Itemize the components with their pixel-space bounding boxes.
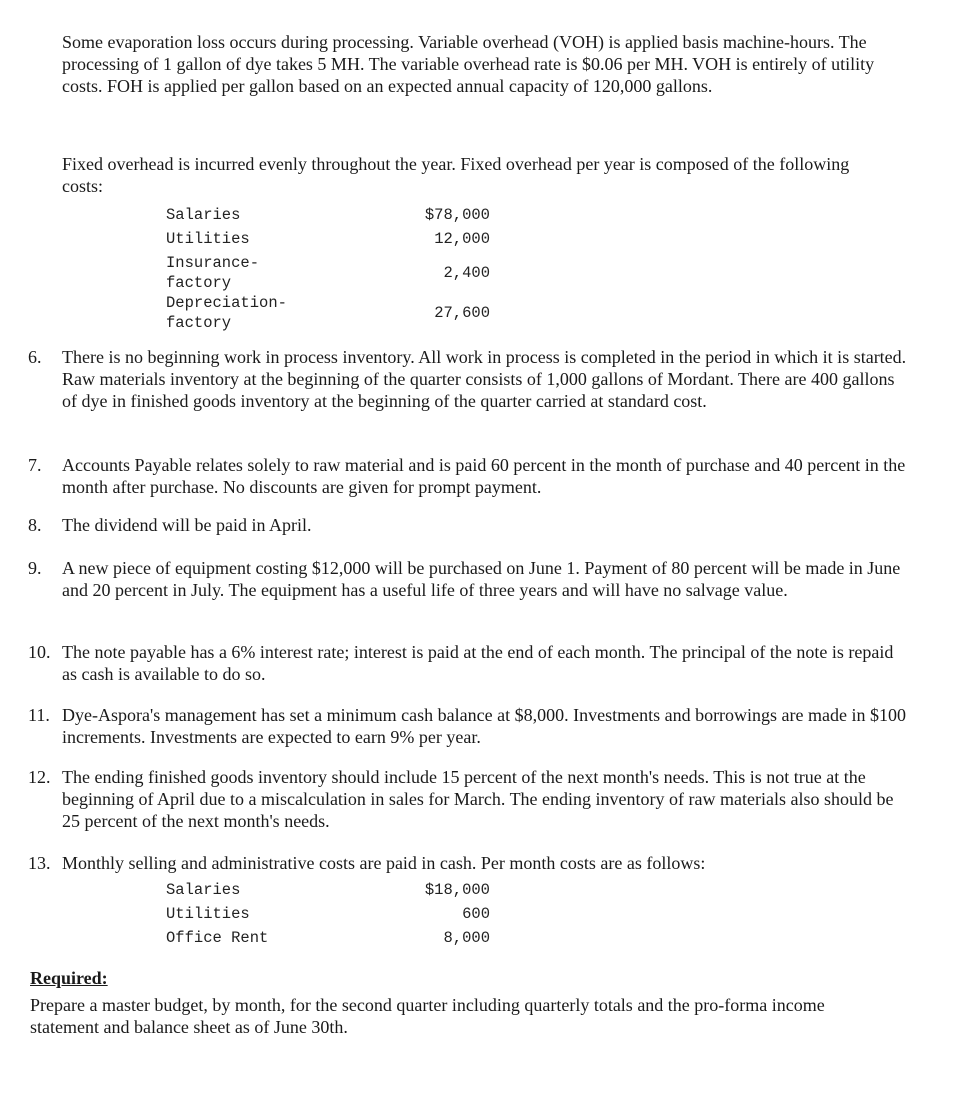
cost-label: Depreciation-factory [166, 294, 287, 332]
item-text: There is no beginning work in process inventory. All work in process is completed in the period in which it is started. Raw materials inventory at the beginning of the quarter consists of 1,000 gallons of Mordant. There are 400 gallons of dye in finished goods inventory at the beginning of the quarter carried at standard cost. [62, 347, 907, 411]
item-number: 12. [28, 767, 51, 787]
item-text: The note payable has a 6% interest rate; interest is paid at the end of each month. The principal of the note is repaid as cash is available to do so. [62, 642, 894, 684]
item-number: 13. [28, 853, 51, 873]
cost-label: Salaries [166, 881, 241, 899]
table-row [166, 904, 496, 928]
table-row [166, 928, 496, 952]
cost-label: Utilities [166, 230, 250, 248]
cost-amount: 27,600 [434, 304, 490, 322]
cost-amount: 2,400 [443, 264, 490, 282]
item-text: A new piece of equipment costing $12,000 will be purchased on June 1. Payment of 80 percent will be made in June and 20 percent in July. The equipment has a useful life of three years and will have no salvage value. [62, 558, 901, 600]
table-row [166, 229, 496, 253]
table-row [166, 205, 496, 229]
item-number: 6. [28, 347, 42, 367]
table-row [166, 293, 496, 333]
list-item [28, 454, 908, 498]
intro-paragraph: Some evaporation loss occurs during processing. Variable overhead (VOH) is applied basis machine-hours. The processing of 1 gallon of dye takes 5 MH. The variable overhead rate is $0.06 per MH. VOH is entirely of utility costs. FOH is applied per gallon based on an expected annual capacity of 120,000 gallons. [62, 32, 875, 96]
cost-label: Office Rent [166, 929, 269, 947]
required-heading: Required: [30, 968, 108, 988]
sa-costs-table [166, 880, 496, 952]
list-item [28, 641, 908, 685]
table-row [166, 880, 496, 904]
item-text: Accounts Payable relates solely to raw material and is paid 60 percent in the month of purchase and 40 percent in the month after purchase. No discounts are given for prompt payment. [62, 455, 906, 497]
item-number: 11. [28, 705, 50, 725]
item-text: The dividend will be paid in April. [62, 515, 312, 535]
list-item [28, 704, 908, 748]
item-number: 10. [28, 642, 51, 662]
list-item [28, 557, 908, 601]
cost-amount: $18,000 [424, 881, 490, 899]
table-row [166, 253, 496, 293]
item-number: 7. [28, 455, 42, 475]
item-number: 9. [28, 558, 42, 578]
cost-amount: $78,000 [424, 206, 490, 224]
list-item [28, 766, 908, 832]
required-text: Prepare a master budget, by month, for the second quarter including quarterly totals and the pro-forma income statement and balance sheet as of June 30th. [30, 995, 825, 1037]
cost-label: Insurance-factory [166, 254, 260, 292]
cost-amount: 8,000 [443, 929, 490, 947]
cost-label: Salaries [166, 206, 241, 224]
cost-amount: 600 [462, 905, 490, 923]
cost-label: Utilities [166, 905, 250, 923]
list-item [28, 514, 908, 536]
cost-amount: 12,000 [434, 230, 490, 248]
list-item [28, 852, 908, 874]
item-text: Dye-Aspora's management has set a minimum cash balance at $8,000. Investments and borrowings are made in $100 increments. Investments are expected to earn 9% per year. [62, 705, 907, 747]
item-text: Monthly selling and administrative costs are paid in cash. Per month costs are as follows: [62, 853, 706, 873]
fixed-overhead-paragraph: Fixed overhead is incurred evenly throughout the year. Fixed overhead per year is composed of the following costs: [62, 154, 850, 196]
list-item [28, 346, 908, 412]
fixed-overhead-table [166, 205, 496, 333]
item-number: 8. [28, 515, 42, 535]
item-text: The ending finished goods inventory should include 15 percent of the next month's needs. This is not true at the beginning of April due to a miscalculation in sales for March. The ending inventory of raw materials also should be 25 percent of the next month's needs. [62, 767, 894, 831]
